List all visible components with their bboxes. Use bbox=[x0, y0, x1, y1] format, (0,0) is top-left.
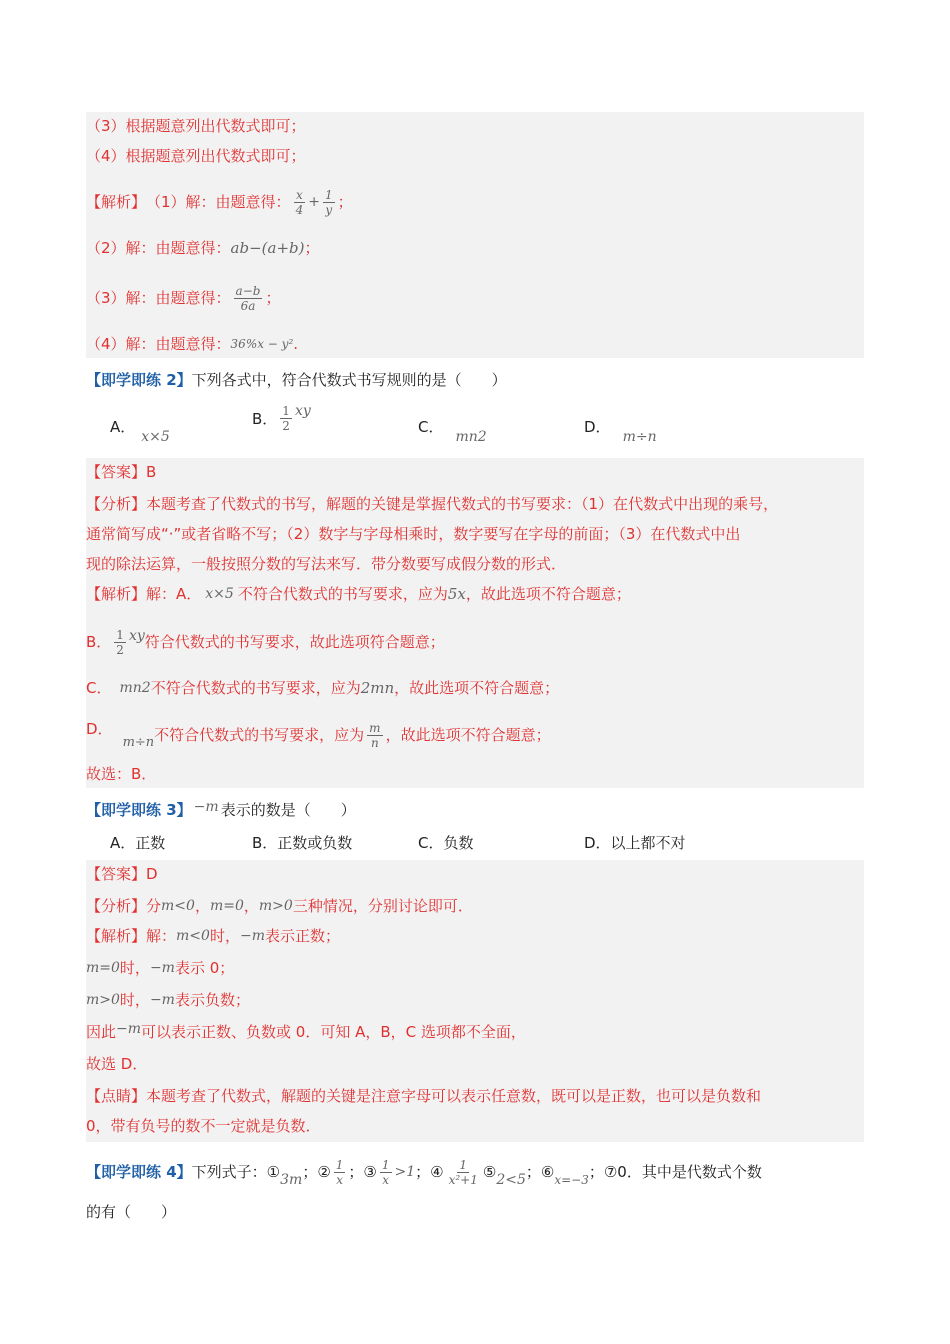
math-expression: mn2 bbox=[455, 429, 487, 445]
analysis-tag: 【分析】 bbox=[86, 897, 147, 915]
solution-line-3 bbox=[86, 278, 280, 318]
fraction: $\frac{1}{x}$ bbox=[381, 1157, 390, 1187]
option-c[interactable]: C．负数 bbox=[418, 834, 474, 852]
option-d[interactable]: D．m÷n bbox=[584, 418, 657, 445]
solution-block-2 bbox=[86, 458, 864, 788]
math-expression: mn2 bbox=[119, 680, 151, 696]
solution-tag: 【解析】 bbox=[86, 193, 147, 211]
question-4: 【即学即练 4】 下列式子：① 3m ；② $\frac{1}{x}$ ；③ $\frac{1}{x}$ >1 ；④ $\frac{1}{\text{x²+1}}$ ⑤ 2<5 ；⑥ x=−3 ；⑦0．其中是代数式个数 bbox=[86, 1157, 762, 1188]
fraction: $\frac{1}{2}$ bbox=[116, 627, 124, 657]
punctuation: . bbox=[293, 335, 299, 353]
math-expression: m<0 bbox=[161, 898, 195, 914]
option-b[interactable]: B．正数或负数 bbox=[252, 834, 353, 852]
math-expression: 2mn bbox=[360, 679, 395, 697]
math-expression: ab−(a+b) bbox=[230, 239, 305, 257]
solution-line-2 bbox=[86, 238, 320, 258]
option-b[interactable]: B． $\frac{1}{2}$ xy bbox=[252, 402, 311, 433]
question-tag: 【即学即练 3】 bbox=[86, 801, 192, 819]
option-a[interactable]: A．x×5 bbox=[110, 418, 170, 445]
solution-block-3 bbox=[86, 860, 864, 1142]
punctuation: ； bbox=[265, 289, 281, 307]
math-expression: x=−3 bbox=[554, 1173, 589, 1187]
fraction: $\frac{a-b}{6a}$ bbox=[235, 283, 261, 313]
math-expression: −m bbox=[149, 960, 175, 976]
math-expression: >1 bbox=[394, 1164, 416, 1180]
solution-line-1 bbox=[86, 180, 353, 224]
math-expression: m÷n bbox=[622, 429, 657, 445]
choice-line: 故选 D． bbox=[86, 1055, 148, 1073]
math-expression: −m bbox=[239, 928, 265, 944]
math-expression: x×5 bbox=[141, 429, 170, 445]
math-expression: x×5 bbox=[205, 586, 234, 602]
analysis-line-3: （3）根据题意列出代数式即可； bbox=[86, 117, 306, 135]
solution-line-4 bbox=[86, 334, 298, 354]
punctuation: ； bbox=[337, 193, 353, 211]
math-expression: xy bbox=[294, 402, 311, 419]
analysis-line-1: 【分析】 本题考查了代数式的书写，解题的关键是掌握代数式的书写要求：（1）在代数式中出现的乘号， bbox=[86, 495, 779, 513]
solution-text: （4）解：由题意得： bbox=[86, 335, 231, 353]
q3-options bbox=[86, 832, 864, 854]
question-tag: 【即学即练 4】 bbox=[86, 1163, 192, 1181]
fraction: $\frac{1}{\text{x²+1}}$ bbox=[448, 1157, 478, 1187]
question-2 bbox=[86, 370, 507, 390]
choice-line: 故选：B． bbox=[86, 765, 157, 783]
solution-text: （2）解：由题意得： bbox=[86, 239, 231, 257]
solution-line-1: 【解析】 解： m<0 时， −m 表示正数； bbox=[86, 927, 340, 945]
option-c[interactable]: C．mn2 bbox=[418, 418, 487, 445]
punctuation: ； bbox=[304, 239, 320, 257]
option-a[interactable]: A．正数 bbox=[110, 834, 166, 852]
remark-line-2: 0，带有负号的数不一定就是负数． bbox=[86, 1117, 321, 1135]
solution-line-c: C． mn2 不符合代数式的书写要求，应为 2mn ，故此选项不符合题意； bbox=[86, 679, 560, 697]
option-d[interactable]: D．以上都不对 bbox=[584, 834, 686, 852]
question-text: 下列各式中，符合代数式书写规则的是（ ） bbox=[191, 371, 507, 389]
solution-text: （1）解：由题意得： bbox=[146, 193, 291, 211]
solution-text: （3）解：由题意得： bbox=[86, 289, 231, 307]
question-tag: 【即学即练 2】 bbox=[86, 371, 192, 389]
solution-block-1 bbox=[86, 112, 864, 358]
fraction: $\frac{m}{n}$ bbox=[369, 720, 381, 750]
math-expression: m>0 bbox=[258, 898, 293, 914]
math-expression: −m bbox=[116, 1021, 142, 1037]
math-expression: m<0 bbox=[176, 928, 210, 944]
fraction: $\frac{1}{x}$ bbox=[335, 1157, 344, 1187]
fraction: $\frac{1}{2}$ bbox=[282, 404, 290, 433]
plus-sign: + bbox=[308, 194, 320, 210]
math-expression: −m bbox=[149, 992, 175, 1008]
remark-tag: 【点睛】 bbox=[86, 1087, 147, 1105]
analysis-line-2: 通常简写成“·”或者省略不写；（2）数字与字母相乘时，数字要写在字母的前面；（3）在代数式中出 bbox=[86, 525, 741, 543]
answer-line: 【答案】B bbox=[86, 463, 157, 481]
solution-line-2: m=0 时， −m 表示 0； bbox=[86, 959, 235, 977]
question-text: 表示的数是（ ） bbox=[220, 801, 356, 819]
math-expression: 36%x − y² bbox=[230, 337, 294, 351]
remark-line-1: 【点睛】 本题考查了代数式，解题的关键是注意字母可以表示任意数，既可以是正数，也可以是负数和 bbox=[86, 1087, 762, 1105]
fraction: $\frac{1}{y}$ bbox=[324, 187, 333, 217]
solution-line-a: 【解析】 解：A． x×5 不符合代数式的书写要求，应为 5x ，故此选项不符合题意； bbox=[86, 585, 631, 603]
solution-line-3: m>0 时， −m 表示负数； bbox=[86, 991, 250, 1009]
math-expression: m÷n bbox=[122, 735, 155, 750]
solution-line-4: 因此 −m 可以表示正数、负数或 0．可知 A，B，C 选项都不全面， bbox=[86, 1021, 526, 1041]
question-4-line-2: 的有（ ） bbox=[86, 1203, 177, 1221]
math-expression: m=0 bbox=[86, 960, 120, 976]
solution-line-d: D． m÷n 不符合代数式的书写要求，应为 $\frac{m}{n}$ ，故此选项不符合题意； bbox=[86, 712, 551, 758]
math-expression: 5x bbox=[447, 585, 466, 603]
answer-line: 【答案】D bbox=[86, 865, 158, 883]
math-expression: m=0 bbox=[209, 898, 244, 914]
fraction: $\frac{x}{4}$ bbox=[295, 187, 304, 217]
analysis-line: 【分析】 分 m<0 ， m=0 ， m>0 三种情况，分别讨论即可． bbox=[86, 897, 473, 915]
analysis-tag: 【分析】 bbox=[86, 495, 147, 513]
math-expression: 3m bbox=[280, 1172, 303, 1188]
question-3 bbox=[86, 800, 356, 820]
math-expression: xy bbox=[128, 628, 145, 644]
analysis-line-4: （4）根据题意列出代数式即可； bbox=[86, 147, 306, 165]
math-expression: m>0 bbox=[86, 992, 120, 1008]
solution-line-b: B． $\frac{1}{2}$ xy 符合代数式的书写要求，故此选项符合题意； bbox=[86, 627, 445, 657]
solution-tag: 【解析】 bbox=[86, 927, 147, 945]
math-expression: −m bbox=[193, 799, 219, 815]
math-expression: 2<5 bbox=[496, 1172, 526, 1188]
analysis-line-3: 现的除法运算，一般按照分数的写法来写．带分数要写成假分数的形式． bbox=[86, 555, 567, 573]
solution-tag: 【解析】 bbox=[86, 585, 147, 603]
q2-options bbox=[86, 404, 864, 444]
